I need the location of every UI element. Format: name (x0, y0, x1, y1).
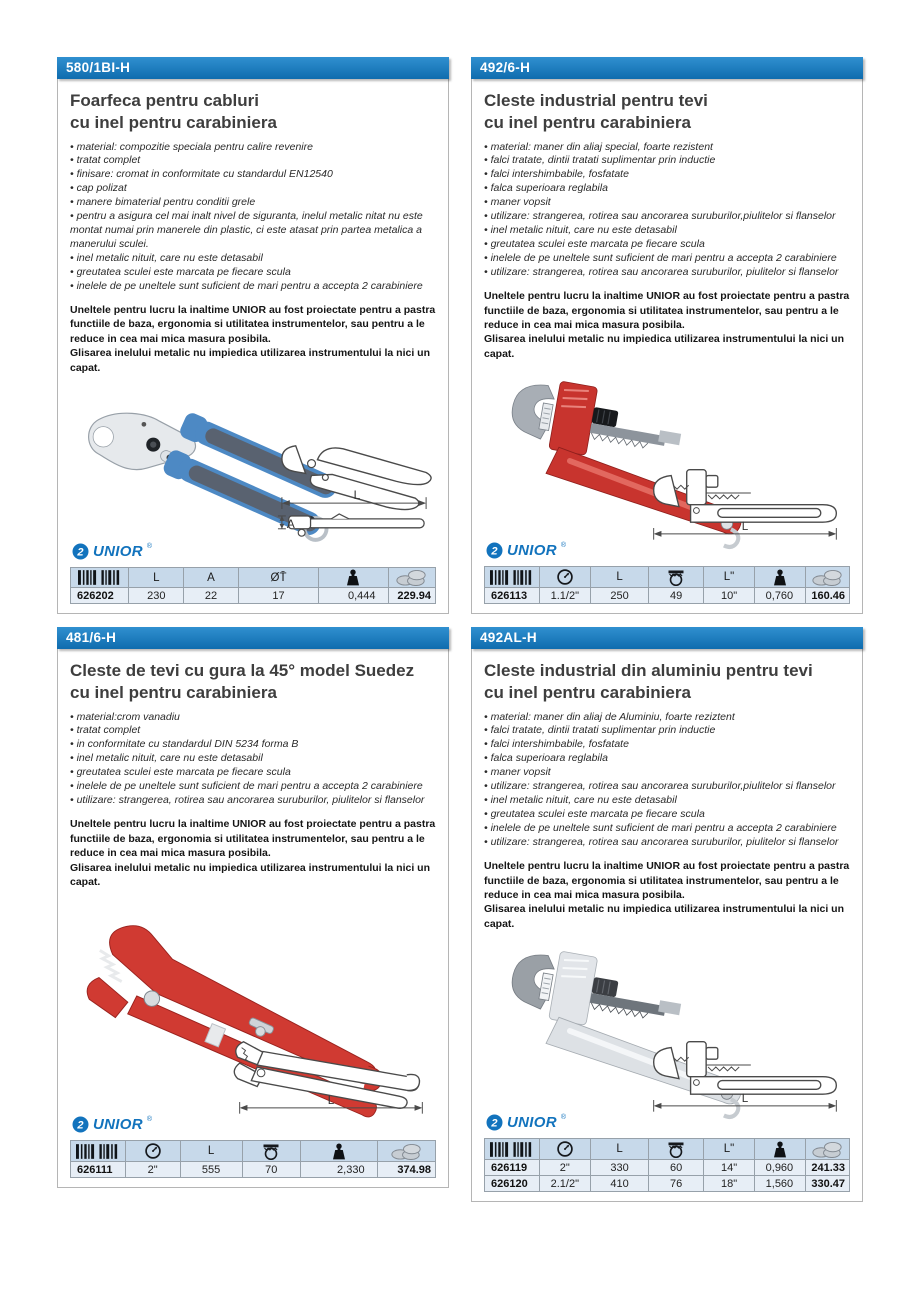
spec-cell: 330.47 (806, 1176, 850, 1192)
feature-bullet: • in conformitate cu standardul DIN 5234 forma B (70, 738, 436, 752)
feature-bullet: • tratat complet (70, 154, 436, 168)
unior-logo (72, 543, 152, 560)
weight-icon (755, 1139, 806, 1160)
brand-name: UNIOR (507, 1114, 557, 1131)
capacity-dial-icon (539, 1139, 590, 1160)
product-panel-492al-h (471, 627, 863, 1202)
feature-bullet: • utilizare: strangerea, rotirea sau ancorarea suruburilor, piulitelor si flanselor (484, 836, 850, 850)
feature-bullet: • falca superioara reglabila (484, 752, 850, 766)
price-coins-icon (377, 1141, 435, 1162)
feature-bullet: • utilizare: strangerea, rotirea sau ancorarea suruburilor,piulitelor si flanselor (484, 780, 850, 794)
feature-bullet: • greutatea sculei este marcata pe fiecare scula (70, 266, 436, 280)
col-length-inch-label: L" (703, 1139, 754, 1160)
spec-cell: 22 (184, 588, 239, 604)
feature-bullet: • utilizare: strangerea, rotirea sau ancorarea suruburilor,piulitelor si flanselor (484, 210, 850, 224)
price-coins-icon (806, 567, 850, 588)
product-code-bar (57, 57, 449, 79)
feature-bullet: • inelele de pe uneltele sunt suficient de mari pentru a accepta 2 carabiniere (70, 780, 436, 794)
spec-cell: 241.33 (806, 1160, 850, 1176)
spec-cell: 10" (703, 588, 754, 604)
spec-cell: 76 (649, 1176, 704, 1192)
feature-bullet: • maner vopsit (484, 766, 850, 780)
spec-cell: 330 (590, 1160, 648, 1176)
technical-drawing (642, 1032, 848, 1114)
registered-mark: ® (146, 543, 153, 550)
spec-row (71, 1162, 436, 1178)
spec-cell: 2.1/2" (539, 1176, 590, 1192)
technical-drawing (274, 432, 434, 541)
title-line: Foarfeca pentru cabluri (70, 91, 259, 110)
spec-cell: 626120 (485, 1176, 540, 1192)
spec-cell: 1,560 (755, 1176, 806, 1192)
dim-length-label: L (741, 520, 749, 534)
pipe-diameter-icon (649, 1139, 704, 1160)
spec-table (70, 1140, 436, 1178)
brand-name: UNIOR (93, 543, 143, 560)
feature-bullet: • material:crom vanadiu (70, 711, 436, 725)
product-code: 492AL-H (480, 630, 537, 645)
col-length-inch-label: L" (703, 567, 754, 588)
feature-list (70, 711, 436, 809)
registered-mark: ® (560, 1114, 567, 1121)
spec-row (485, 1176, 850, 1192)
spec-cell: 410 (590, 1176, 648, 1192)
feature-bullet: • tratat complet (70, 724, 436, 738)
feature-bullet: • falci intershimbabile, fosfatate (484, 168, 850, 182)
feature-bullet: • inel metalic nituit, care nu este detasabil (484, 224, 850, 238)
spec-cell: 17 (238, 588, 318, 604)
spec-cell: 1.1/2" (539, 588, 590, 604)
spec-cell: 626111 (71, 1162, 126, 1178)
registered-mark: ® (146, 1116, 153, 1123)
col-length-label: L (180, 1141, 242, 1162)
feature-bullet: • material: maner din aliaj special, foarte rezistent (484, 141, 850, 155)
spec-cell: 555 (180, 1162, 242, 1178)
pipe-diameter-icon (242, 1141, 300, 1162)
spec-header-row (485, 1139, 850, 1160)
registered-mark: ® (560, 542, 567, 549)
title-line: cu inel pentru carabiniera (70, 112, 277, 132)
feature-list (70, 141, 436, 294)
height-work-note (70, 303, 436, 375)
product-image-zone (70, 890, 436, 1140)
spec-cell: 49 (649, 588, 704, 604)
spec-cell: 626202 (71, 588, 129, 604)
feature-bullet: • inelele de pe uneltele sunt suficient de mari pentru a accepta 2 carabiniere (70, 280, 436, 294)
unior-logo-icon (72, 543, 89, 560)
brand-name: UNIOR (507, 542, 557, 559)
spec-cell: 626119 (485, 1160, 540, 1176)
weight-icon (300, 1141, 377, 1162)
unior-logo (486, 542, 566, 559)
barcode-icon (485, 1139, 540, 1160)
dim-height-label: A (286, 517, 295, 532)
product-title (70, 90, 436, 134)
feature-bullet: • pentru a asigura cel mai inalt nivel de siguranta, inelul metalic nitat nu este montat numai prin manerele din plastic, ci este atasat prin partea metalica a manerului sculei. (70, 210, 436, 252)
feature-bullet: • material: maner din aliaj de Aluminiu, foarte reziztent (484, 711, 850, 725)
dim-length-label: L (327, 1094, 335, 1108)
feature-bullet: • material: compozitie speciala pentru calire revenire (70, 141, 436, 155)
spec-cell: 18" (703, 1176, 754, 1192)
dim-length-label: L (741, 1092, 749, 1106)
feature-bullet: • inelele de pe uneltele sunt suficient de mari pentru a accepta 2 carabiniere (484, 252, 850, 266)
panel-grid (57, 57, 863, 1202)
spec-row (485, 1160, 850, 1176)
price-coins-icon (388, 568, 435, 588)
technical-drawing (642, 460, 848, 542)
barcode-icon (71, 568, 129, 588)
unior-logo-icon (486, 542, 503, 559)
note-line: Uneltele pentru lucru la inaltime UNIOR au fost proiectate pentru a pastra functiile de baza, ergonomia si utilitatea instrumentelor, sau pentru a le reduce in cea mai mica masura posibila. (70, 303, 436, 345)
product-image-zone (484, 361, 850, 566)
capacity-dial-icon (539, 567, 590, 588)
spec-row (71, 588, 436, 604)
spec-cell: 626113 (485, 588, 540, 604)
spec-cell: 2" (539, 1160, 590, 1176)
title-line: cu inel pentru carabiniera (484, 682, 691, 702)
weight-icon (755, 567, 806, 588)
spec-table (484, 1138, 850, 1192)
product-image-zone (70, 375, 436, 567)
technical-drawing (228, 1034, 434, 1116)
brand-name: UNIOR (93, 1116, 143, 1133)
product-panel-492-6-h (471, 57, 863, 614)
unior-logo (486, 1114, 566, 1131)
feature-bullet: • falci intershimbabile, fosfatate (484, 738, 850, 752)
note-line: Glisarea inelului metalic nu impiedica utilizarea instrumentului la nici un capat. (70, 861, 431, 889)
feature-bullet: • inel metalic nituit, care nu este detasabil (70, 252, 436, 266)
note-line: Uneltele pentru lucru la inaltime UNIOR au fost proiectate pentru a pastra functiile de baza, ergonomia si utilitatea instrumentelor, sau pentru a le reduce in cea mai mica masura posibila. (484, 860, 850, 901)
price-coins-icon (806, 1139, 850, 1160)
feature-bullet: • falci tratate, dintii tratati suplimentar prin inductie (484, 724, 850, 738)
feature-bullet: • greutatea sculei este marcata pe fiecare scula (70, 766, 436, 780)
feature-list (484, 141, 850, 281)
spec-header-row (71, 1141, 436, 1162)
spec-cell: 250 (590, 588, 648, 604)
feature-list (484, 711, 850, 851)
feature-bullet: • utilizare: strangerea, rotirea sau ancorarea suruburilor, piulitelor si flanselor (70, 794, 436, 808)
feature-bullet: • falca superioara reglabila (484, 182, 850, 196)
note-line: Uneltele pentru lucru la inaltime UNIOR au fost proiectate pentru a pastra functiile de baza, ergonomia si utilitatea instrumentelor, sau pentru a le reduce in cea mai mica masura posibila. (70, 818, 436, 860)
feature-bullet: • inel metalic nituit, care nu este detasabil (484, 794, 850, 808)
col-length-label: L (590, 567, 648, 588)
barcode-icon (485, 567, 540, 588)
product-panel-481-6-h (57, 627, 449, 1188)
spec-row (485, 588, 850, 604)
spec-cell: 0,960 (755, 1160, 806, 1176)
spec-header-row (71, 568, 436, 588)
panel-body (57, 79, 449, 614)
note-line: Uneltele pentru lucru la inaltime UNIOR au fost proiectate pentru a pastra functiile de baza, ergonomia si utilitatea instrumentelor, sau pentru a le reduce in cea mai mica masura posibila. (484, 290, 850, 331)
product-code-bar (471, 57, 863, 79)
feature-bullet: • greutatea sculei este marcata pe fiecare scula (484, 238, 850, 252)
feature-bullet: • utilizare: strangerea, rotirea sau ancorarea suruburilor, piulitelor si flanselor (484, 266, 850, 280)
unior-logo (72, 1116, 152, 1133)
product-code: 580/1BI-H (66, 60, 131, 75)
spec-cell: 2,330 (300, 1162, 377, 1178)
title-line: cu inel pentru carabiniera (484, 112, 691, 132)
product-code-bar (471, 627, 863, 649)
spec-cell: 160.46 (806, 588, 850, 604)
weight-icon (319, 568, 388, 588)
spec-cell: 0,444 (319, 588, 388, 604)
title-line: Cleste industrial din aluminiu pentru tevi (484, 661, 813, 680)
title-line: Cleste de tevi cu gura la 45° model Suedez (70, 661, 415, 680)
product-code: 481/6-H (66, 630, 117, 645)
spec-cell: 60 (649, 1160, 704, 1176)
col-diameter-label: ØT̄ (238, 568, 318, 588)
product-panel-580-1bi-h (57, 57, 449, 614)
product-title (484, 660, 850, 704)
spec-cell: 70 (242, 1162, 300, 1178)
feature-bullet: • falci tratate, dintii tratati suplimentar prin inductie (484, 154, 850, 168)
panel-body (57, 649, 449, 1188)
col-length-label: L (129, 568, 184, 588)
spec-table (484, 566, 850, 604)
product-title (70, 660, 436, 704)
note-line: Glisarea inelului metalic nu impiedica utilizarea instrumentului la nici un capat. (484, 903, 845, 930)
spec-cell: 2" (125, 1162, 180, 1178)
panel-body (471, 649, 863, 1202)
product-image-zone (484, 931, 850, 1138)
panel-body (471, 79, 863, 614)
capacity-dial-icon (125, 1141, 180, 1162)
product-code: 492/6-H (480, 60, 531, 75)
dim-length-label: L (353, 488, 361, 503)
spec-cell: 230 (129, 588, 184, 604)
title-line: Cleste industrial pentru tevi (484, 91, 708, 110)
spec-cell: 14" (703, 1160, 754, 1176)
height-work-note (70, 817, 436, 889)
spec-table (70, 567, 436, 604)
feature-bullet: • inelele de pe uneltele sunt suficient de mari pentru a accepta 2 carabiniere (484, 822, 850, 836)
spec-cell: 374.98 (377, 1162, 435, 1178)
height-work-note (484, 859, 850, 931)
feature-bullet: • maner vopsit (484, 196, 850, 210)
spec-header-row (485, 567, 850, 588)
height-work-note (484, 289, 850, 361)
product-title (484, 90, 850, 134)
note-line: Glisarea inelului metalic nu impiedica utilizarea instrumentului la nici un capat. (484, 333, 845, 360)
unior-logo-icon (72, 1116, 89, 1133)
feature-bullet: • greutatea sculei este marcata pe fiecare scula (484, 808, 850, 822)
col-a-label: A (184, 568, 239, 588)
feature-bullet: • cap polizat (70, 182, 436, 196)
unior-logo-icon (486, 1114, 503, 1131)
barcode-icon (71, 1141, 126, 1162)
spec-cell: 229.94 (388, 588, 435, 604)
feature-bullet: • finisare: cromat in conformitate cu standardul EN12540 (70, 168, 436, 182)
product-code-bar (57, 627, 449, 649)
feature-bullet: • inel metalic nituit, care nu este detasabil (70, 752, 436, 766)
note-line: Glisarea inelului metalic nu impiedica utilizarea instrumentului la nici un capat. (70, 347, 431, 374)
col-length-label: L (590, 1139, 648, 1160)
spec-cell: 0,760 (755, 588, 806, 604)
title-line: cu inel pentru carabiniera (70, 682, 277, 702)
feature-bullet: • manere bimaterial pentru conditii grele (70, 196, 436, 210)
pipe-diameter-icon (649, 567, 704, 588)
